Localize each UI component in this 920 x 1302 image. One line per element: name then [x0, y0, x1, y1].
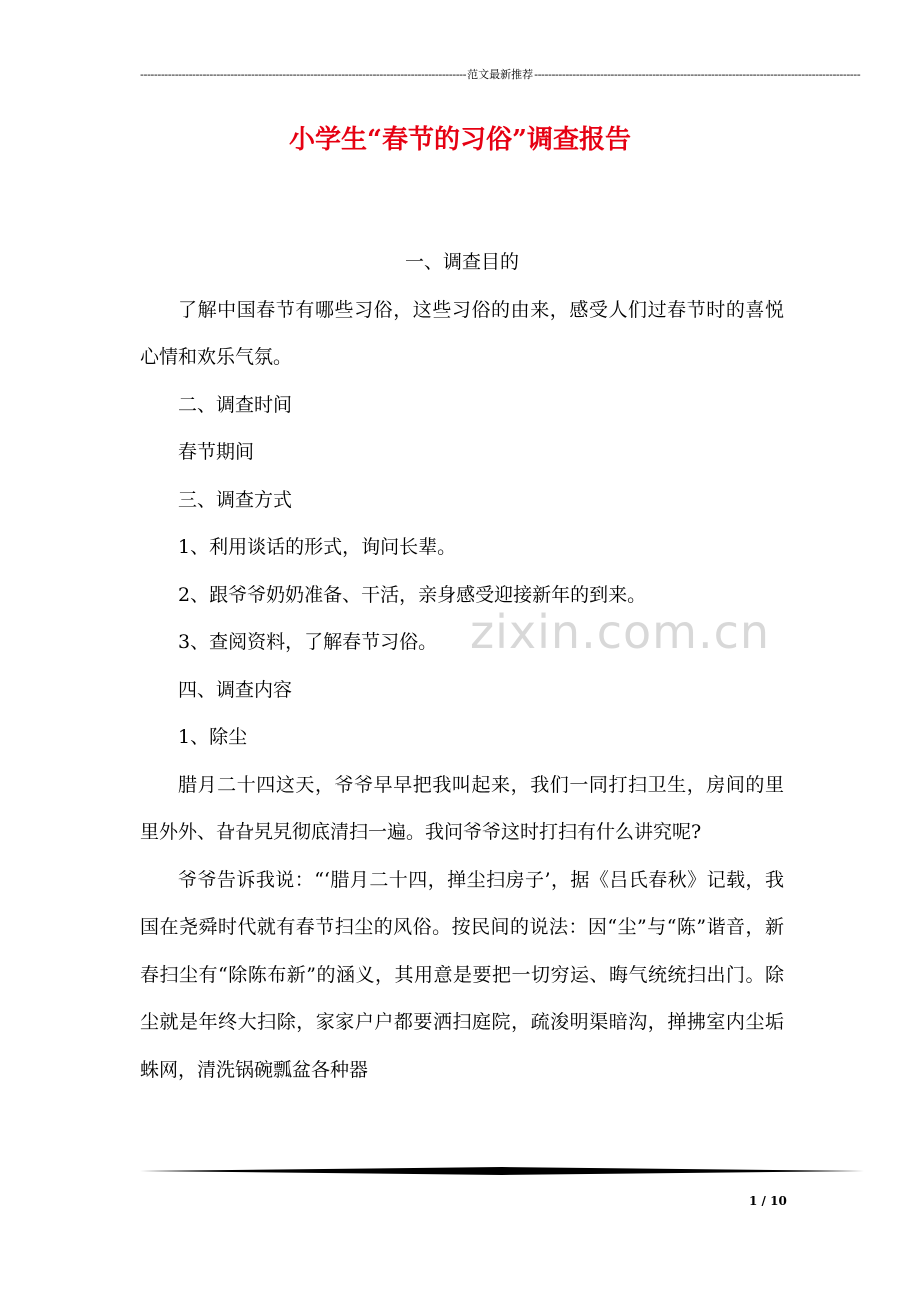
- header-dashes-left: ----------------------------------------------------------------------------------------------: [140, 68, 467, 81]
- list-item-method-1: 1、利用谈话的形式，询问长辈。: [178, 536, 457, 558]
- document-title: 小学生“春节的习俗”调查报告: [289, 125, 631, 155]
- section-heading-method: 三、调查方式: [178, 488, 293, 511]
- paragraph-purpose: 了解中国春节有哪些习俗，这些习俗的由来，感受人们过春节时的喜悦心情和欢乐气氛。: [140, 298, 784, 368]
- header-label: 范文最新推荐: [467, 68, 534, 81]
- paragraph-dust-1: 腊月二十四这天，爷爷早早把我叫起来，我们一同打扫卫生，房间的里里外外、旮旮旯旯彻底清扫一遍。我问爷爷这时打扫有什么讲究呢?: [140, 773, 784, 843]
- subheading-dust: 1、除尘: [178, 726, 248, 748]
- section-heading-purpose: 一、调查目的: [404, 251, 519, 273]
- section-heading-content: 四、调查内容: [178, 678, 293, 701]
- paragraph-dust-2: 爷爷告诉我说：“‘腊月二十四，掸尘扫房子’，据《吕氏春秋》记载，我国在尧舜时代就有春节扫尘的风俗。按民间的说法：因“尘”与“陈”谐音，新春扫尘有“除陈布新”的涵义，其用意是要把一切穷运、晦气统统扫出门。除尘就是年终大扫除，家家户户都要洒扫庭院，疏浚明渠暗沟，掸拂室内尘垢蛛网，清洗锅碗瓢盆各种器: [140, 868, 784, 1081]
- list-item-method-3: 3、查阅资料，了解春节习俗。: [178, 631, 438, 653]
- footer-divider: [140, 1166, 864, 1176]
- paragraph-time: 春节期间: [178, 441, 255, 463]
- page-number: 1 / 10: [749, 1194, 787, 1208]
- watermark: zixin.com.cn: [470, 605, 771, 659]
- list-item-method-2: 2、跟爷爷奶奶准备、干活，亲身感受迎接新年的到来。: [178, 583, 647, 606]
- header-dashes-right: ----------------------------------------------------------------------------------------------: [534, 68, 861, 81]
- document-body: [140, 239, 784, 1094]
- page-header: [140, 67, 861, 83]
- section-heading-time: 二、调查时间: [178, 393, 293, 416]
